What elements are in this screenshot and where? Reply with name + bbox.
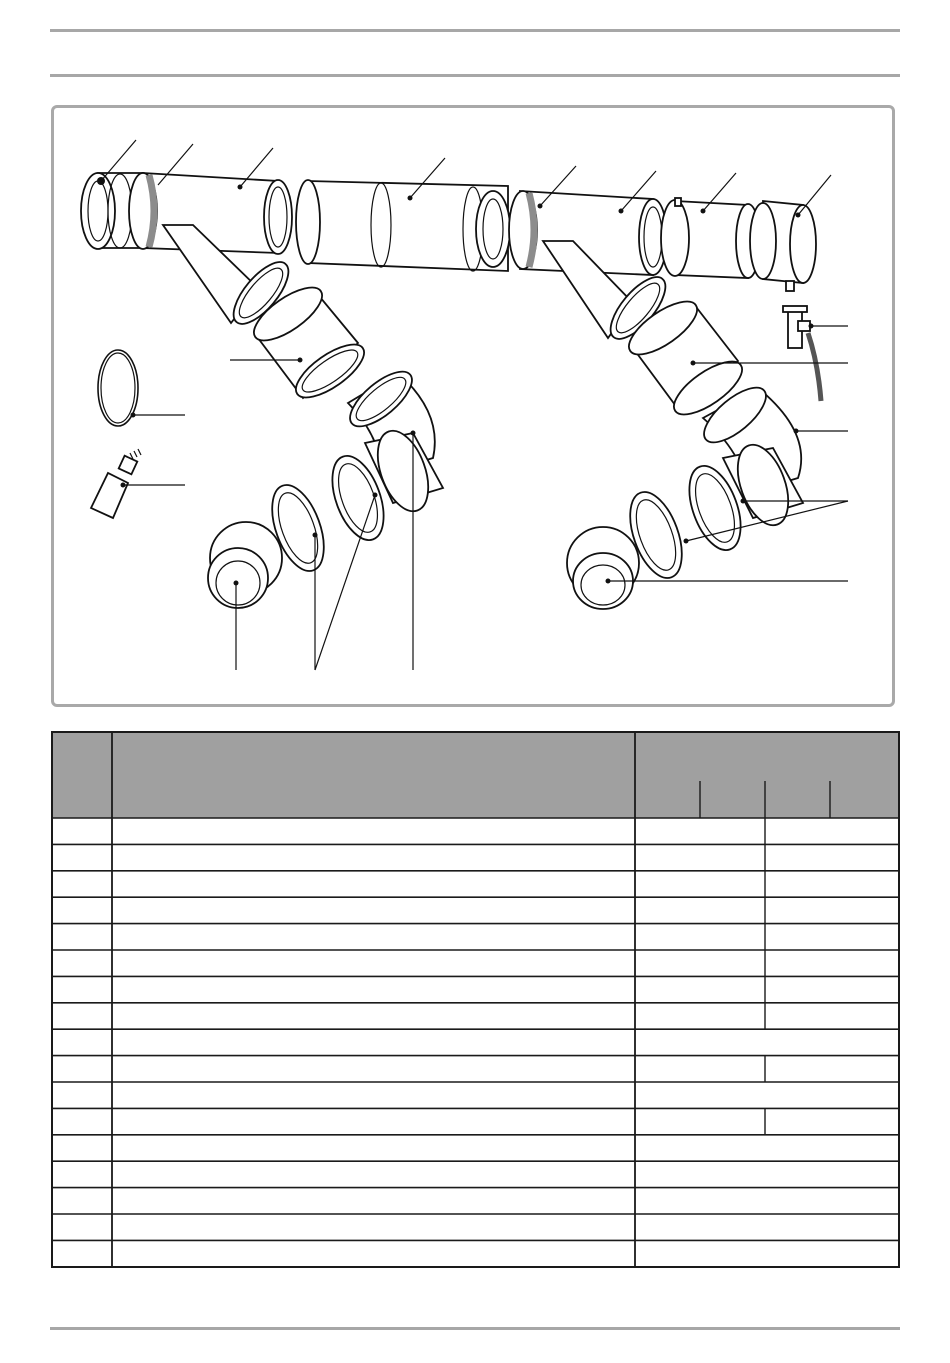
table-header [52,732,899,818]
lubricant-tube [91,449,141,518]
table-rows [51,818,900,1240]
parts-table [51,731,900,1268]
condensate-drain-valve [783,306,821,401]
footer-rule [50,1327,900,1330]
parts-table-grid [51,731,900,1268]
exploded-diagram-frame [51,105,895,707]
right-branch [543,241,803,609]
left-branch [163,225,443,608]
